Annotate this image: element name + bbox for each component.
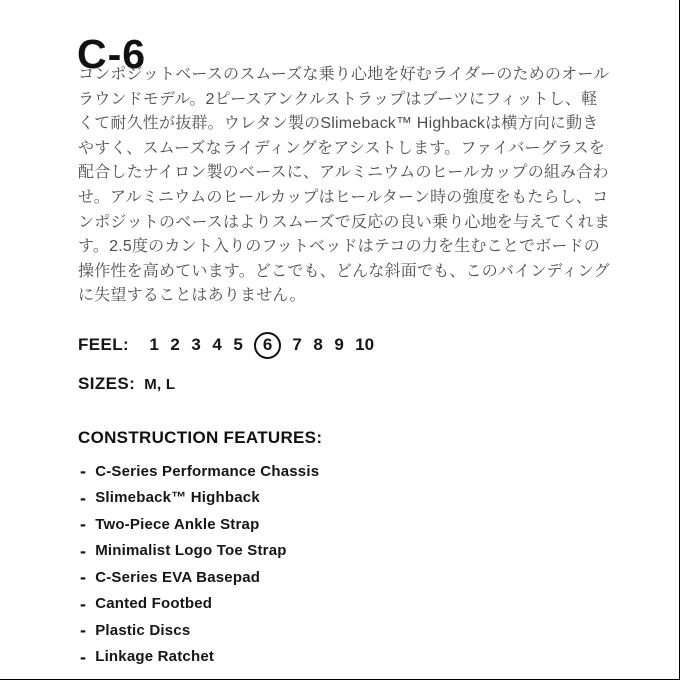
description-line: ラウンドモデル。2ピースアンクルストラップはブーツにフィットし、軽: [78, 90, 598, 108]
list-item-label: Linkage Ratchet: [95, 648, 215, 665]
list-item-label: C-Series Performance Chassis: [95, 462, 320, 480]
bullet-dash-icon: -: [80, 514, 87, 534]
list-item: [80, 516, 319, 532]
bullet-dash-icon: -: [80, 540, 87, 561]
list-item-label: C-Series EVA Basepad: [95, 568, 261, 586]
description-line: す。2.5度のカント入りのフットベッドはテコの力を生むことでボードの: [78, 238, 601, 256]
feel-value-3: 3: [191, 335, 201, 354]
list-item-label: Plastic Discs: [95, 621, 191, 639]
feel-selected-circle: 6: [254, 332, 281, 359]
description-line: 操作性を高めています。どこでも、どんな斜面でも、このバインディング: [78, 262, 610, 280]
feel-value-7: 7: [292, 335, 302, 354]
feel-scale: [149, 332, 374, 359]
description-line: 配合したナイロン製のベースに、アルミニウムのヒールカップの組み合わ: [78, 164, 609, 182]
feel-value-4: 4: [212, 335, 222, 354]
description-line: に失望することはありません。: [78, 287, 306, 305]
construction-features-heading: CONSTRUCTION FEATURES:: [78, 428, 323, 447]
bullet-dash-icon: -: [80, 567, 87, 587]
list-item: [80, 463, 319, 479]
feel-value-1: 1: [149, 335, 159, 354]
list-item-label: Slimeback™ Highback: [95, 489, 260, 506]
sizes-label: SIZES:: [78, 374, 136, 393]
bullet-dash-icon: -: [80, 593, 87, 614]
feel-value-10: 10: [355, 335, 375, 354]
feel-value-5: 5: [233, 335, 243, 354]
feel-rating-row: [78, 330, 374, 360]
sizes-row: [78, 374, 175, 394]
description-line: やすく、スムーズなライディングをアシストします。ファイバーグラスを: [78, 139, 606, 157]
list-item-label: Minimalist Logo Toe Strap: [95, 542, 287, 559]
list-item: [80, 622, 319, 638]
bullet-dash-icon: -: [80, 487, 87, 508]
description-line: せ。アルミニウムのヒールカップはヒールターン時の強度をもたらし、コ: [78, 188, 609, 206]
bullet-dash-icon: -: [80, 620, 87, 640]
description-line: コンポジットベースのスムーズな乗り心地を好むライダーのためのオール: [78, 66, 610, 83]
bullet-dash-icon: -: [80, 461, 87, 481]
page-title: C-6: [77, 31, 147, 78]
construction-features-list: [80, 463, 319, 675]
feel-value-9: 9: [334, 335, 344, 354]
list-item-label: Two-Piece Ankle Strap: [95, 515, 260, 533]
list-item: [80, 540, 319, 561]
feel-value-8: 8: [313, 335, 323, 354]
bullet-dash-icon: -: [80, 646, 87, 667]
list-item: [80, 646, 319, 667]
feel-value-2: 2: [170, 335, 180, 354]
list-item: [80, 487, 319, 508]
list-item: [80, 569, 319, 585]
description-line: くて耐久性が抜群。ウレタン製のSlimeback™ Highbackは横方向に動き: [78, 115, 599, 133]
description-line: ンポジットのベースはよりスムーズで反応の良い乗り心地を与えてくれま: [78, 213, 611, 231]
list-item-label: Canted Footbed: [95, 595, 213, 612]
product-description: [78, 63, 623, 309]
sizes-value: M, L: [144, 376, 176, 393]
feel-label: FEEL:: [78, 335, 130, 354]
list-item: [80, 593, 319, 614]
